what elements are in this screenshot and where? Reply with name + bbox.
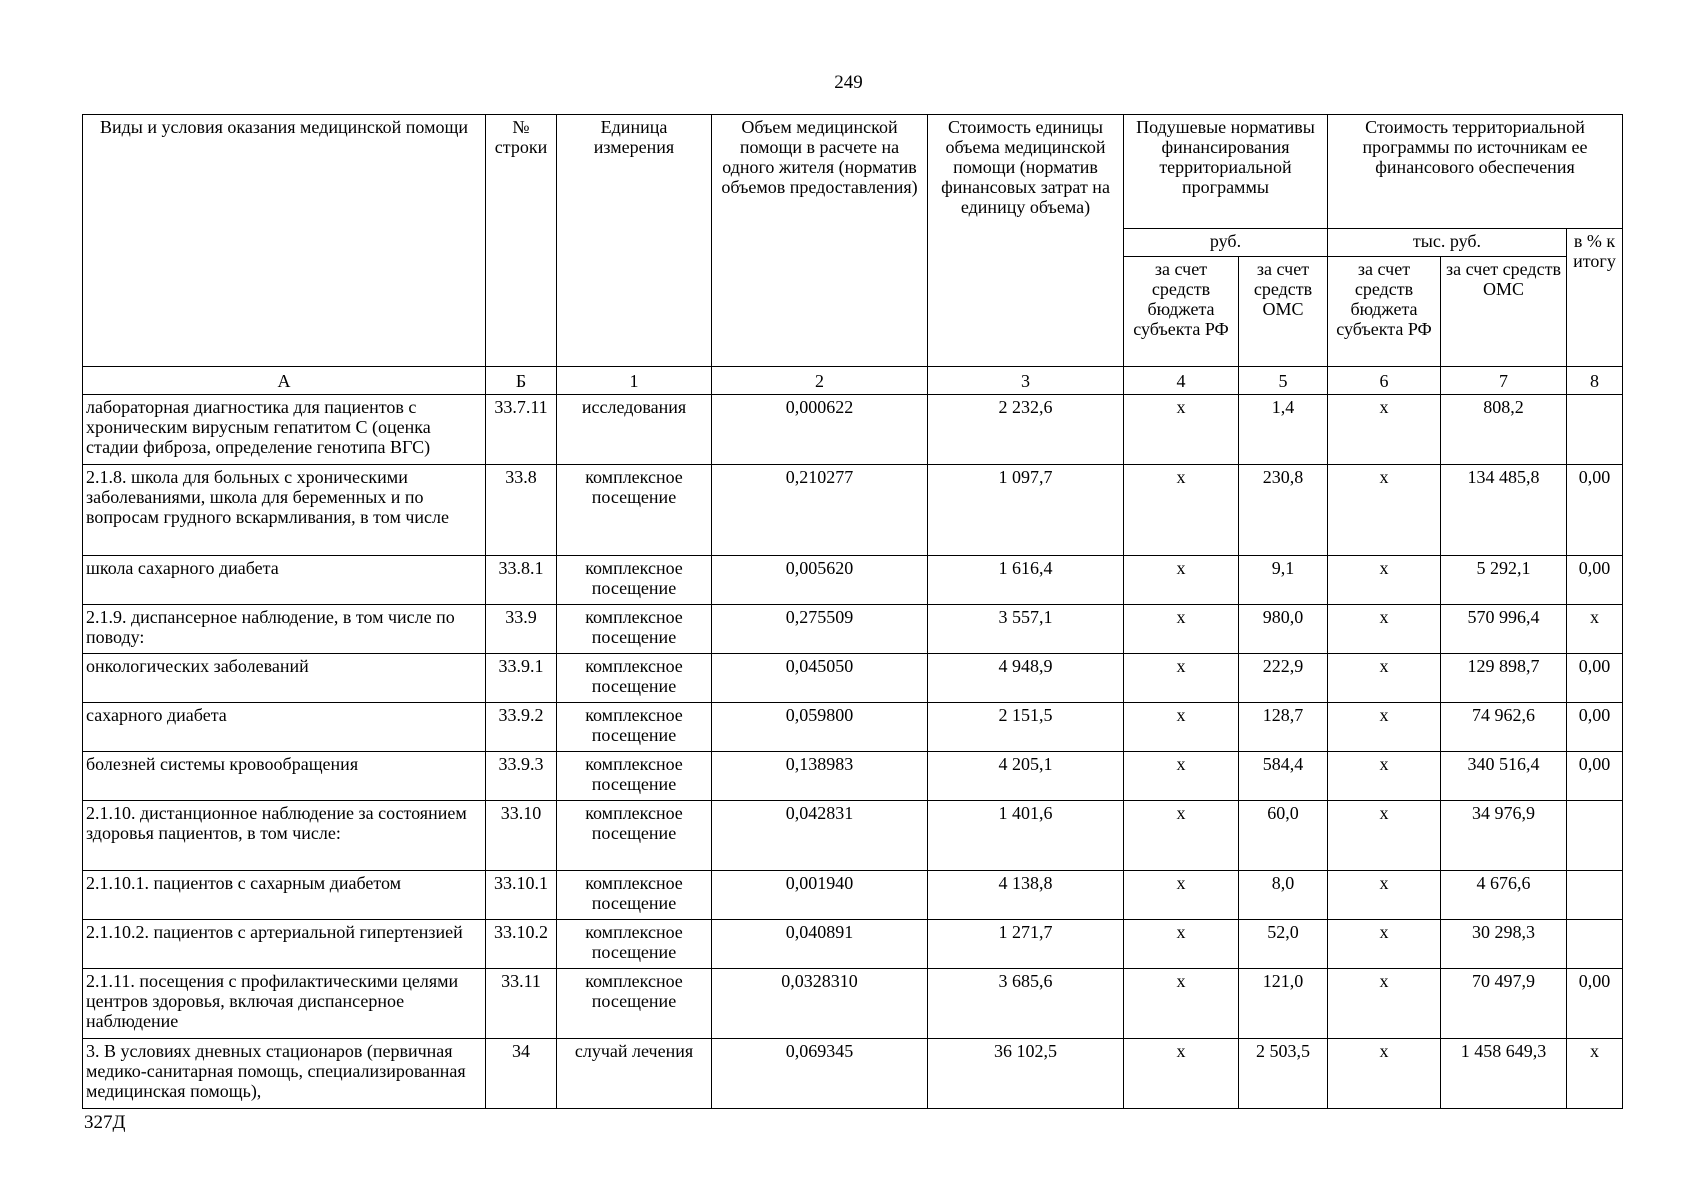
cell-line-number: 33.7.11 xyxy=(486,395,557,465)
cell-pc-oms: 980,0 xyxy=(1239,605,1328,654)
cell-cost-budget: х xyxy=(1328,920,1441,969)
table-row xyxy=(83,395,1623,465)
cell-percent: 0,00 xyxy=(1567,556,1623,605)
header-line-number: № строки xyxy=(486,115,557,367)
cell-percent xyxy=(1567,920,1623,969)
cell-pc-oms: 128,7 xyxy=(1239,703,1328,752)
cell-care-type: 3. В условиях дневных стационаров (первичная медико-санитарная помощь, специализированная медицинская помощь), xyxy=(83,1039,486,1109)
header-cost-budget: за счет средств бюджета субъекта РФ xyxy=(1328,257,1441,367)
cell-line-number: 33.10.1 xyxy=(486,871,557,920)
cell-line-number: 33.9.2 xyxy=(486,703,557,752)
cell-pc-oms: 60,0 xyxy=(1239,801,1328,871)
column-number: 7 xyxy=(1441,367,1567,395)
cell-line-number: 33.8.1 xyxy=(486,556,557,605)
cell-percent xyxy=(1567,871,1623,920)
cell-cost-oms: 5 292,1 xyxy=(1441,556,1567,605)
cell-volume: 0,0328310 xyxy=(712,969,928,1039)
header-per-capita-normatives: Подушевые нормативы финансирования территориальной программы xyxy=(1124,115,1328,229)
cell-percent: 0,00 xyxy=(1567,703,1623,752)
table-row xyxy=(83,871,1623,920)
cell-cost-oms: 134 485,8 xyxy=(1441,465,1567,556)
document-code: 327Д xyxy=(84,1112,126,1133)
cell-care-type: 2.1.10.1. пациентов с сахарным диабетом xyxy=(83,871,486,920)
cell-pc-budget: х xyxy=(1124,969,1239,1039)
cell-unit-cost: 1 271,7 xyxy=(928,920,1124,969)
cell-care-type: 2.1.10. дистанционное наблюдение за состоянием здоровья пациентов, в том числе: xyxy=(83,801,486,871)
cell-pc-budget: х xyxy=(1124,1039,1239,1109)
cell-care-type: школа сахарного диабета xyxy=(83,556,486,605)
cell-percent: 0,00 xyxy=(1567,465,1623,556)
cell-care-type: 2.1.11. посещения с профилактическими целями центров здоровья, включая диспансерное наблюдение xyxy=(83,969,486,1039)
cell-unit: комплексное посещение xyxy=(557,871,712,920)
header-unit-thousand-rub: тыс. руб. xyxy=(1328,229,1567,257)
cell-cost-oms: 4 676,6 xyxy=(1441,871,1567,920)
header-percent-total: в % к итогу xyxy=(1567,229,1623,367)
cell-volume: 0,042831 xyxy=(712,801,928,871)
cell-unit: комплексное посещение xyxy=(557,654,712,703)
cell-pc-oms: 121,0 xyxy=(1239,969,1328,1039)
cell-unit-cost: 1 097,7 xyxy=(928,465,1124,556)
cell-percent xyxy=(1567,395,1623,465)
cell-unit-cost: 2 232,6 xyxy=(928,395,1124,465)
table-row xyxy=(83,703,1623,752)
header-volume: Объем медицинской помощи в расчете на одного жителя (норматив объемов предоставления) xyxy=(712,115,928,367)
cell-unit-cost: 3 557,1 xyxy=(928,605,1124,654)
cell-care-type: сахарного диабета xyxy=(83,703,486,752)
cell-pc-budget: х xyxy=(1124,703,1239,752)
cell-volume: 0,001940 xyxy=(712,871,928,920)
cell-line-number: 33.8 xyxy=(486,465,557,556)
column-number: Б xyxy=(486,367,557,395)
cell-unit: случай лечения xyxy=(557,1039,712,1109)
cell-cost-budget: х xyxy=(1328,605,1441,654)
header-row-1 xyxy=(83,115,1623,229)
cell-care-type: 2.1.10.2. пациентов с артериальной гипертензией xyxy=(83,920,486,969)
cell-unit: комплексное посещение xyxy=(557,465,712,556)
table-row xyxy=(83,752,1623,801)
cell-pc-oms: 2 503,5 xyxy=(1239,1039,1328,1109)
cell-line-number: 33.9.1 xyxy=(486,654,557,703)
cell-pc-oms: 230,8 xyxy=(1239,465,1328,556)
cell-cost-oms: 340 516,4 xyxy=(1441,752,1567,801)
header-pc-budget: за счет средств бюджета субъекта РФ xyxy=(1124,257,1239,367)
cell-percent: 0,00 xyxy=(1567,752,1623,801)
cell-volume: 0,275509 xyxy=(712,605,928,654)
cell-cost-budget: х xyxy=(1328,556,1441,605)
cell-volume: 0,000622 xyxy=(712,395,928,465)
cell-pc-oms: 222,9 xyxy=(1239,654,1328,703)
cell-line-number: 33.10.2 xyxy=(486,920,557,969)
table-row xyxy=(83,920,1623,969)
cell-pc-budget: х xyxy=(1124,395,1239,465)
cell-cost-oms: 70 497,9 xyxy=(1441,969,1567,1039)
cell-line-number: 34 xyxy=(486,1039,557,1109)
cell-cost-budget: х xyxy=(1328,395,1441,465)
header-care-type: Виды и условия оказания медицинской помощи xyxy=(83,115,486,367)
cell-cost-oms: 30 298,3 xyxy=(1441,920,1567,969)
cell-care-type: 2.1.8. школа для больных с хроническими заболеваниями, школа для беременных и по вопросам грудного вскармливания, в том числе xyxy=(83,465,486,556)
cell-volume: 0,059800 xyxy=(712,703,928,752)
cell-cost-oms: 129 898,7 xyxy=(1441,654,1567,703)
column-number: 5 xyxy=(1239,367,1328,395)
cell-cost-budget: х xyxy=(1328,654,1441,703)
cell-unit-cost: 1 616,4 xyxy=(928,556,1124,605)
cell-unit: комплексное посещение xyxy=(557,920,712,969)
table-row xyxy=(83,969,1623,1039)
column-number: 3 xyxy=(928,367,1124,395)
cell-unit-cost: 36 102,5 xyxy=(928,1039,1124,1109)
cell-cost-budget: х xyxy=(1328,1039,1441,1109)
table-row xyxy=(83,465,1623,556)
cell-line-number: 33.10 xyxy=(486,801,557,871)
cell-pc-oms: 8,0 xyxy=(1239,871,1328,920)
cell-volume: 0,138983 xyxy=(712,752,928,801)
cell-cost-oms: 34 976,9 xyxy=(1441,801,1567,871)
cell-pc-oms: 52,0 xyxy=(1239,920,1328,969)
column-number: 8 xyxy=(1567,367,1623,395)
cell-unit-cost: 4 138,8 xyxy=(928,871,1124,920)
cell-cost-oms: 1 458 649,3 xyxy=(1441,1039,1567,1109)
column-number: 1 xyxy=(557,367,712,395)
cell-care-type: онкологических заболеваний xyxy=(83,654,486,703)
cell-cost-budget: х xyxy=(1328,969,1441,1039)
table-row xyxy=(83,801,1623,871)
cell-percent: х xyxy=(1567,1039,1623,1109)
cell-unit: комплексное посещение xyxy=(557,556,712,605)
cell-volume: 0,045050 xyxy=(712,654,928,703)
cell-unit-cost: 4 948,9 xyxy=(928,654,1124,703)
column-number: А xyxy=(83,367,486,395)
cell-percent: 0,00 xyxy=(1567,654,1623,703)
header-unit: Единица измерения xyxy=(557,115,712,367)
cell-unit-cost: 3 685,6 xyxy=(928,969,1124,1039)
cell-cost-budget: х xyxy=(1328,465,1441,556)
table-row xyxy=(83,605,1623,654)
header-pc-oms: за счет средств ОМС xyxy=(1239,257,1328,367)
header-unit-cost: Стоимость единицы объема медицинской помощи (норматив финансовых затрат на единицу объема) xyxy=(928,115,1124,367)
cell-pc-oms: 584,4 xyxy=(1239,752,1328,801)
cell-cost-oms: 808,2 xyxy=(1441,395,1567,465)
cell-pc-budget: х xyxy=(1124,556,1239,605)
cell-line-number: 33.11 xyxy=(486,969,557,1039)
cell-cost-oms: 74 962,6 xyxy=(1441,703,1567,752)
page-number: 249 xyxy=(834,72,863,93)
table-row xyxy=(83,1039,1623,1109)
cell-cost-budget: х xyxy=(1328,752,1441,801)
cell-volume: 0,040891 xyxy=(712,920,928,969)
cell-pc-budget: х xyxy=(1124,871,1239,920)
cell-volume: 0,005620 xyxy=(712,556,928,605)
cell-unit: исследования xyxy=(557,395,712,465)
cell-unit-cost: 2 151,5 xyxy=(928,703,1124,752)
cell-unit: комплексное посещение xyxy=(557,801,712,871)
cell-cost-budget: х xyxy=(1328,871,1441,920)
cell-unit: комплексное посещение xyxy=(557,752,712,801)
cell-unit: комплексное посещение xyxy=(557,605,712,654)
cell-unit-cost: 4 205,1 xyxy=(928,752,1124,801)
territorial-program-cost-table xyxy=(82,114,1623,1109)
cell-pc-budget: х xyxy=(1124,465,1239,556)
header-unit-rub: руб. xyxy=(1124,229,1328,257)
cell-line-number: 33.9.3 xyxy=(486,752,557,801)
column-number: 2 xyxy=(712,367,928,395)
column-number: 4 xyxy=(1124,367,1239,395)
column-number: 6 xyxy=(1328,367,1441,395)
cell-pc-budget: х xyxy=(1124,654,1239,703)
cell-percent: х xyxy=(1567,605,1623,654)
header-program-cost: Стоимость территориальной программы по источникам ее финансового обеспечения xyxy=(1328,115,1623,229)
cell-unit: комплексное посещение xyxy=(557,703,712,752)
table-row xyxy=(83,654,1623,703)
table-row xyxy=(83,556,1623,605)
cell-line-number: 33.9 xyxy=(486,605,557,654)
cell-care-type: болезней системы кровообращения xyxy=(83,752,486,801)
cell-pc-budget: х xyxy=(1124,752,1239,801)
cell-pc-budget: х xyxy=(1124,920,1239,969)
cell-volume: 0,069345 xyxy=(712,1039,928,1109)
column-number-row xyxy=(83,367,1623,395)
cell-pc-budget: х xyxy=(1124,605,1239,654)
cell-care-type: лабораторная диагностика для пациентов с хроническим вирусным гепатитом С (оценка стадии фиброза, определение генотипа ВГС) xyxy=(83,395,486,465)
cell-unit-cost: 1 401,6 xyxy=(928,801,1124,871)
cell-volume: 0,210277 xyxy=(712,465,928,556)
cell-percent xyxy=(1567,801,1623,871)
cell-cost-oms: 570 996,4 xyxy=(1441,605,1567,654)
cell-unit: комплексное посещение xyxy=(557,969,712,1039)
cell-cost-budget: х xyxy=(1328,703,1441,752)
cell-pc-oms: 1,4 xyxy=(1239,395,1328,465)
cell-cost-budget: х xyxy=(1328,801,1441,871)
cell-percent: 0,00 xyxy=(1567,969,1623,1039)
header-cost-oms: за счет средств ОМС xyxy=(1441,257,1567,367)
cell-pc-budget: х xyxy=(1124,801,1239,871)
cell-pc-oms: 9,1 xyxy=(1239,556,1328,605)
cost-table-container xyxy=(82,114,1623,1109)
cell-care-type: 2.1.9. диспансерное наблюдение, в том числе по поводу: xyxy=(83,605,486,654)
